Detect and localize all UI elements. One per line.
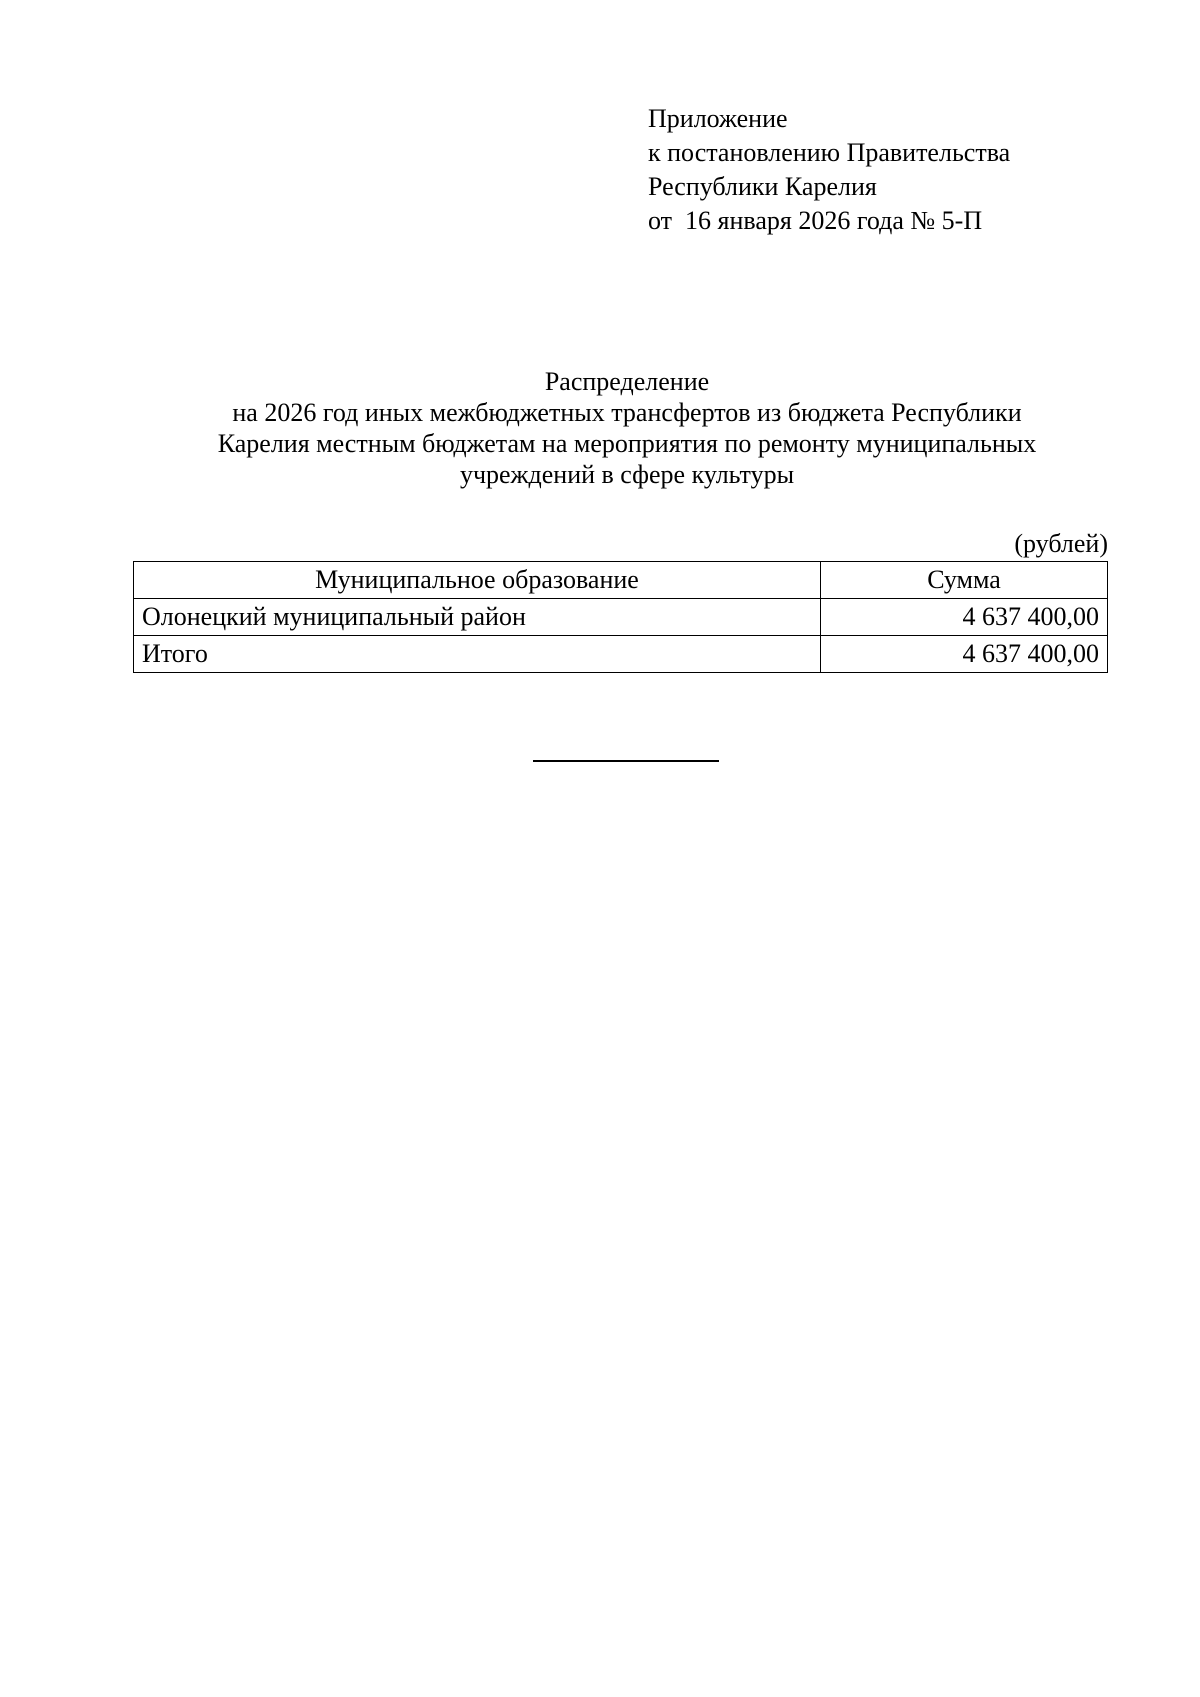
title-line: Карелия местным бюджетам на мероприятия по ремонту муниципальных xyxy=(217,429,1037,458)
title-line: учреждений в сфере культуры xyxy=(459,460,795,489)
municipality-cell: Олонецкий муниципальный район xyxy=(134,599,821,636)
distribution-table xyxy=(133,561,1108,673)
amount-cell: 4 637 400,00 xyxy=(821,599,1108,636)
units-label: (рублей) xyxy=(1014,529,1108,558)
appendix-line: Республики Карелия xyxy=(648,172,877,201)
title-line: Распределение xyxy=(544,367,710,396)
document-title xyxy=(130,366,1124,490)
total-label-cell: Итого xyxy=(134,636,821,673)
table-total-row xyxy=(134,636,1108,673)
table-row xyxy=(134,599,1108,636)
column-header-municipality: Муниципальное образование xyxy=(134,562,821,599)
end-divider xyxy=(533,760,719,762)
appendix-date-line: от 16 января 2026 года № 5-П xyxy=(648,206,983,235)
appendix-line: к постановлению Правительства xyxy=(648,138,1011,167)
title-line: на 2026 год иных межбюджетных трансфертов из бюджета Республики xyxy=(232,398,1022,427)
table-header-row xyxy=(134,562,1108,599)
appendix-line: Приложение xyxy=(648,104,788,133)
total-amount-cell: 4 637 400,00 xyxy=(821,636,1108,673)
appendix-block xyxy=(648,102,1010,238)
column-header-amount: Сумма xyxy=(821,562,1108,599)
